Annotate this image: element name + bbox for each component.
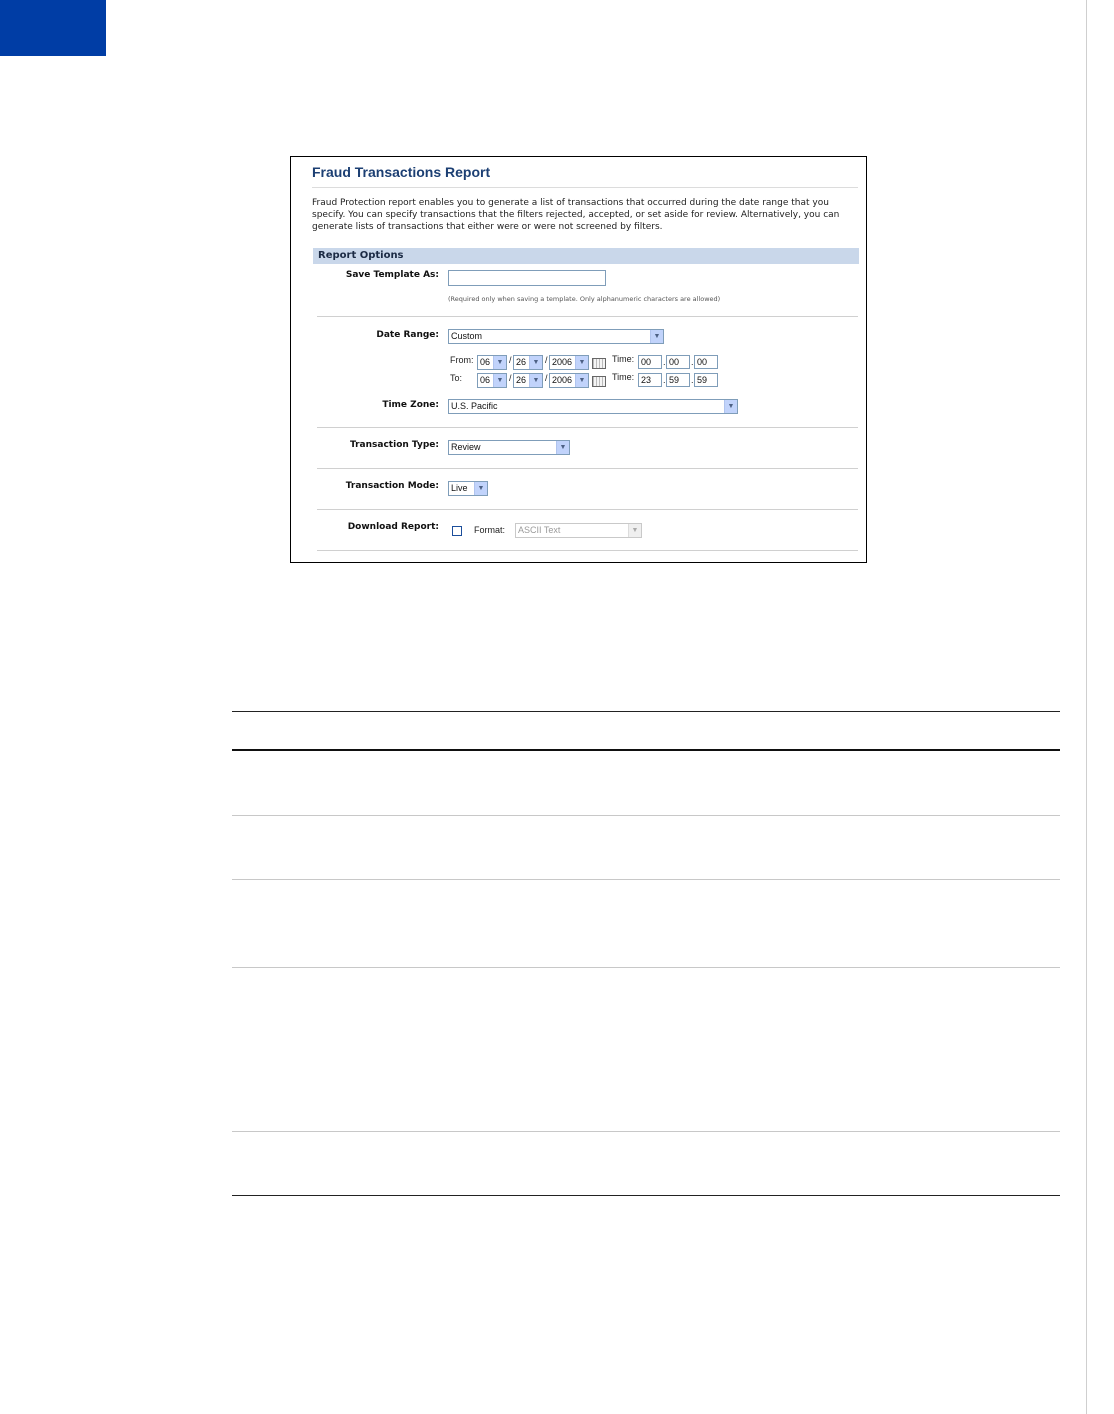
table-row-divider [232, 967, 1060, 968]
to-time-label: Time: [612, 372, 635, 382]
from-time-label: Time: [612, 354, 635, 364]
chevron-down-icon: ▼ [650, 330, 663, 343]
date-separator: / [509, 373, 512, 383]
chevron-down-icon: ▼ [529, 356, 542, 369]
calendar-icon[interactable] [592, 358, 606, 369]
from-year-value: 2006 [552, 357, 573, 367]
transaction-type-label: Transaction Type: [349, 440, 439, 450]
divider [317, 468, 858, 469]
download-report-label: Download Report: [347, 522, 439, 532]
divider [317, 427, 858, 428]
time-zone-value: U.S. Pacific [451, 401, 498, 411]
chevron-down-icon: ▼ [628, 524, 641, 537]
report-options-header: Report Options [313, 248, 859, 264]
to-year-value: 2006 [552, 375, 573, 385]
divider [317, 509, 858, 510]
from-month-select[interactable] [477, 355, 507, 370]
date-separator: / [509, 355, 512, 365]
time-zone-select[interactable] [448, 399, 738, 414]
table-row-divider [232, 879, 1060, 880]
chevron-down-icon: ▼ [575, 356, 588, 369]
to-month-select[interactable] [477, 373, 507, 388]
time-separator: . [691, 357, 694, 367]
page-corner-block [0, 0, 106, 56]
save-template-input[interactable] [448, 270, 606, 286]
from-day-value: 26 [516, 357, 527, 367]
date-range-value: Custom [451, 331, 483, 341]
date-separator: / [545, 355, 548, 365]
report-intro: Fraud Protection report enables you to generate a list of transactions that occurred during the date range that you specify. You can specify transactions that the filters rejected, accepted, or set aside for review. Alternatively, you can generate lists of transactions that either were or were not screened by filters. [312, 198, 840, 232]
time-separator: . [663, 375, 666, 385]
date-range-select[interactable] [448, 329, 664, 344]
save-template-hint: (Required only when saving a template. Only alphanumeric characters are allowed) [448, 295, 721, 303]
chevron-down-icon: ▼ [556, 441, 569, 454]
to-day-value: 26 [516, 375, 527, 385]
download-report-checkbox[interactable] [452, 526, 462, 536]
to-day-select[interactable] [513, 373, 543, 388]
date-separator: / [545, 373, 548, 383]
to-second-input[interactable] [694, 373, 718, 387]
divider [317, 316, 858, 317]
to-hour-input[interactable] [638, 373, 662, 387]
time-zone-label: Time Zone: [382, 400, 439, 410]
to-minute-input[interactable] [666, 373, 690, 387]
title-divider [312, 187, 858, 188]
from-minute-input[interactable] [666, 355, 690, 369]
chevron-down-icon: ▼ [493, 374, 506, 387]
transaction-type-value: Review [451, 442, 481, 452]
report-title: Fraud Transactions Report [312, 164, 491, 180]
format-value: ASCII Text [518, 525, 561, 535]
from-day-select[interactable] [513, 355, 543, 370]
from-month-value: 06 [480, 357, 491, 367]
transaction-mode-value: Live [451, 483, 468, 493]
time-separator: . [691, 375, 694, 385]
date-range-label: Date Range: [376, 330, 439, 340]
table-row-divider [232, 815, 1060, 816]
from-hour-input[interactable] [638, 355, 662, 369]
chevron-down-icon: ▼ [474, 482, 487, 495]
report-screenshot [290, 156, 867, 563]
chevron-down-icon: ▼ [724, 400, 737, 413]
chevron-down-icon: ▼ [575, 374, 588, 387]
time-separator: . [663, 357, 666, 367]
format-select[interactable] [515, 523, 642, 538]
from-second-input[interactable] [694, 355, 718, 369]
table-header-rule [232, 749, 1060, 751]
from-year-select[interactable] [549, 355, 589, 370]
format-label: Format: [474, 525, 506, 535]
from-label: From: [450, 355, 474, 365]
chevron-down-icon: ▼ [529, 374, 542, 387]
transaction-mode-label: Transaction Mode: [345, 481, 439, 491]
to-label: To: [450, 373, 463, 383]
divider [317, 550, 858, 551]
save-template-label: Save Template As: [345, 270, 439, 280]
transaction-mode-select[interactable] [448, 481, 488, 496]
calendar-icon[interactable] [592, 376, 606, 387]
page-edge-rule [1086, 0, 1087, 1414]
table-row-divider [232, 1131, 1060, 1132]
chevron-down-icon: ▼ [493, 356, 506, 369]
to-year-select[interactable] [549, 373, 589, 388]
table-bottom-rule [232, 1195, 1060, 1196]
transaction-type-select[interactable] [448, 440, 570, 455]
to-month-value: 06 [480, 375, 491, 385]
table-top-rule [232, 711, 1060, 712]
